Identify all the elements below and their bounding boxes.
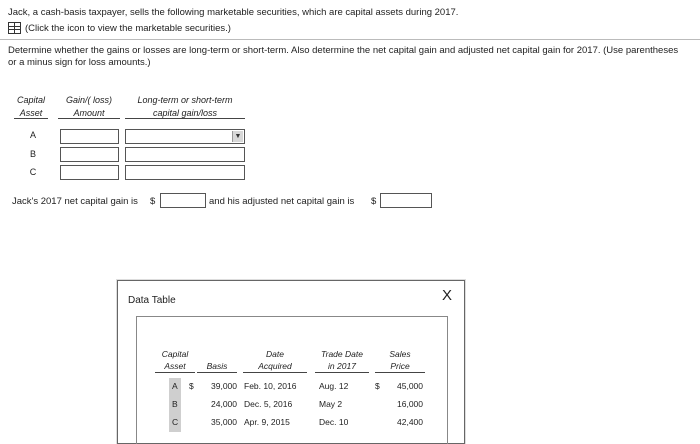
- term-select-a[interactable]: [125, 129, 245, 144]
- view-securities-link-text[interactable]: (Click the icon to view the marketable securities.): [25, 22, 231, 34]
- header-gain: Gain/( loss): [65, 95, 112, 105]
- view-securities-link[interactable]: [8, 22, 231, 34]
- gain-input-b[interactable]: [60, 147, 119, 162]
- term-select-c[interactable]: [125, 165, 245, 180]
- dt-acquired-b: Dec. 5, 2016: [244, 399, 293, 409]
- gain-input-c[interactable]: [60, 165, 119, 180]
- dt-asset-a: A: [172, 381, 178, 391]
- adjusted-gain-label: and his adjusted net capital gain is: [209, 196, 355, 207]
- question-text: Jack, a cash-basis taxpayer, sells the following marketable securities, which are capital assets during 2017.: [8, 7, 459, 18]
- header-amount: Amount: [58, 108, 120, 119]
- dt-header-price: Price: [375, 360, 425, 373]
- header-asset: Asset: [14, 108, 48, 119]
- adjusted-gain-currency: $: [371, 196, 377, 207]
- dt-trade-b: May 2: [319, 399, 343, 409]
- net-gain-currency: $: [150, 196, 156, 207]
- header-term-sub: capital gain/loss: [125, 108, 245, 119]
- dt-trade-c: Dec. 10: [319, 417, 349, 427]
- dt-sales-a: 45,000: [397, 381, 423, 391]
- dt-acquired-c: Apr. 9, 2015: [244, 417, 290, 427]
- adjusted-gain-input[interactable]: [380, 193, 432, 208]
- row-label-a: A: [29, 130, 36, 140]
- instructions-text: Determine whether the gains or losses are long-term or short-term. Also determine the net capital gain and adjusted net capital gain for 2017. (Use parentheses or a minus sign for loss amounts.): [8, 45, 679, 68]
- table-icon[interactable]: [8, 22, 21, 34]
- header-term: Long-term or short-term: [137, 95, 233, 105]
- dt-acquired-a: Feb. 10, 2016: [244, 381, 297, 391]
- data-table-dialog: [117, 280, 465, 444]
- dt-sales-b: 16,000: [397, 399, 423, 409]
- dt-header-acquired: Acquired: [243, 360, 307, 373]
- net-gain-input[interactable]: [160, 193, 206, 208]
- dt-basis-currency-a: $: [189, 381, 194, 391]
- dt-basis-b: 24,000: [211, 399, 237, 409]
- header-capital: Capital: [16, 95, 45, 105]
- dialog-title: Data Table: [128, 295, 176, 306]
- divider: [0, 39, 700, 40]
- row-label-b: B: [29, 149, 36, 159]
- dt-basis-c: 35,000: [211, 417, 237, 427]
- dt-sales-currency-a: $: [375, 381, 380, 391]
- dt-header-asset: Asset: [155, 360, 195, 373]
- close-icon[interactable]: X: [442, 287, 453, 304]
- net-gain-label: Jack's 2017 net capital gain is: [12, 196, 138, 207]
- dt-asset-b: B: [172, 399, 178, 409]
- dt-header-date: Date: [266, 349, 284, 359]
- dt-header-sales: Sales: [389, 349, 411, 359]
- term-select-b[interactable]: [125, 147, 245, 162]
- data-table-frame: [136, 316, 448, 444]
- gain-input-a[interactable]: [60, 129, 119, 144]
- dt-basis-a: 39,000: [211, 381, 237, 391]
- dt-sales-c: 42,400: [397, 417, 423, 427]
- row-label-c: C: [29, 167, 37, 177]
- dt-header-capital: Capital: [161, 349, 189, 359]
- dt-header-trade-year: in 2017: [315, 360, 369, 373]
- dt-header-trade: Trade Date: [321, 349, 363, 359]
- chevron-down-icon[interactable]: ▼: [232, 131, 243, 142]
- dt-header-basis: Basis: [197, 360, 237, 373]
- dt-asset-c: C: [172, 417, 179, 427]
- dt-trade-a: Aug. 12: [319, 381, 349, 391]
